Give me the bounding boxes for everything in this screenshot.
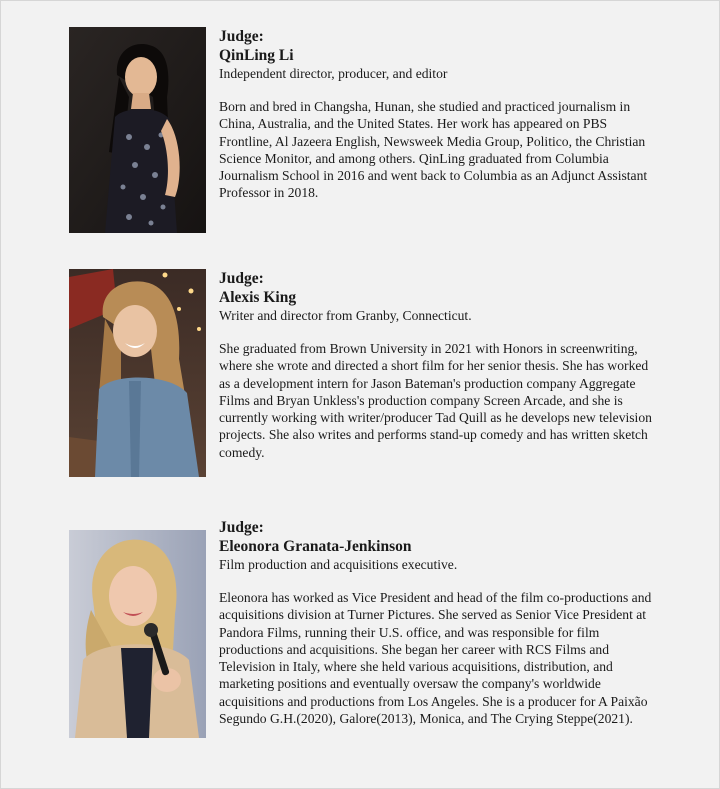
judge-role: Writer and director from Granby, Connecticut. (219, 308, 472, 323)
judge-role: Independent director, producer, and editor (219, 66, 448, 81)
judge-card-qinling-li (69, 27, 669, 237)
portrait-image (69, 269, 206, 477)
judge-card-eleonora-granata-jenkinson (69, 518, 669, 758)
judge-name: Alexis King (219, 289, 297, 306)
judge-name: QinLing Li (219, 47, 294, 64)
judge-label: Judge: (219, 270, 264, 287)
judge-text-eleonora-granata-jenkinson (219, 518, 659, 727)
judge-label: Judge: (219, 28, 264, 45)
portrait-image (69, 27, 206, 233)
judge-photo-qinling-li (69, 27, 206, 233)
judge-text-qinling-li (219, 27, 659, 202)
judge-bio: Born and bred in Changsha, Hunan, she studied and practiced journalism in China, Australia, and the United States. Her work has appeared on PBS Frontline, Al Jazeera English, Newsweek Media Group, Politico, the Christian Science Monitor, and among others. QinLing graduated from Columbia Journalism School in 2016 and went back to Columbia as an Adjunct Assistant Professor in 2018. (219, 99, 648, 201)
judge-bio: Eleonora has worked as Vice President and head of the film co-productions and acquisitions division at Turner Pictures. She served as Senior Vice President at Pandora Films, running their U.S. office, and was responsible for film productions and acquisitions. She began her career with RCS Films and Television in Italy, where she held various acquisitions, distribution, and marketing positions and eventually oversaw the company's worldwide acquisitions and productions from Los Angeles. She is a producer for A Paixão Segundo G.H.(2020), Galore(2013), Monica, and The Crying Steppe(2021). (219, 590, 652, 727)
judge-card-alexis-king (69, 269, 669, 479)
judge-label: Judge: (219, 519, 264, 536)
judge-name: Eleonora Granata-Jenkinson (219, 538, 412, 555)
judge-photo-alexis-king (69, 269, 206, 477)
portrait-image (69, 530, 206, 738)
judge-role: Film production and acquisitions executive. (219, 557, 458, 572)
judge-photo-eleonora-granata-jenkinson (69, 530, 206, 738)
judge-text-alexis-king (219, 269, 659, 461)
judge-bio: She graduated from Brown University in 2021 with Honors in screenwriting, where she wrote and directed a short film for her senior thesis. She has worked as a development intern for Jason Bateman's production company Aggregate Films and Bryan Unkless's production company Screen Arcade, and she is currently working with writer/producer Tad Quill as he develops new television projects. She also writes and performs stand-up comedy and has written sketch comedy. (219, 341, 652, 460)
